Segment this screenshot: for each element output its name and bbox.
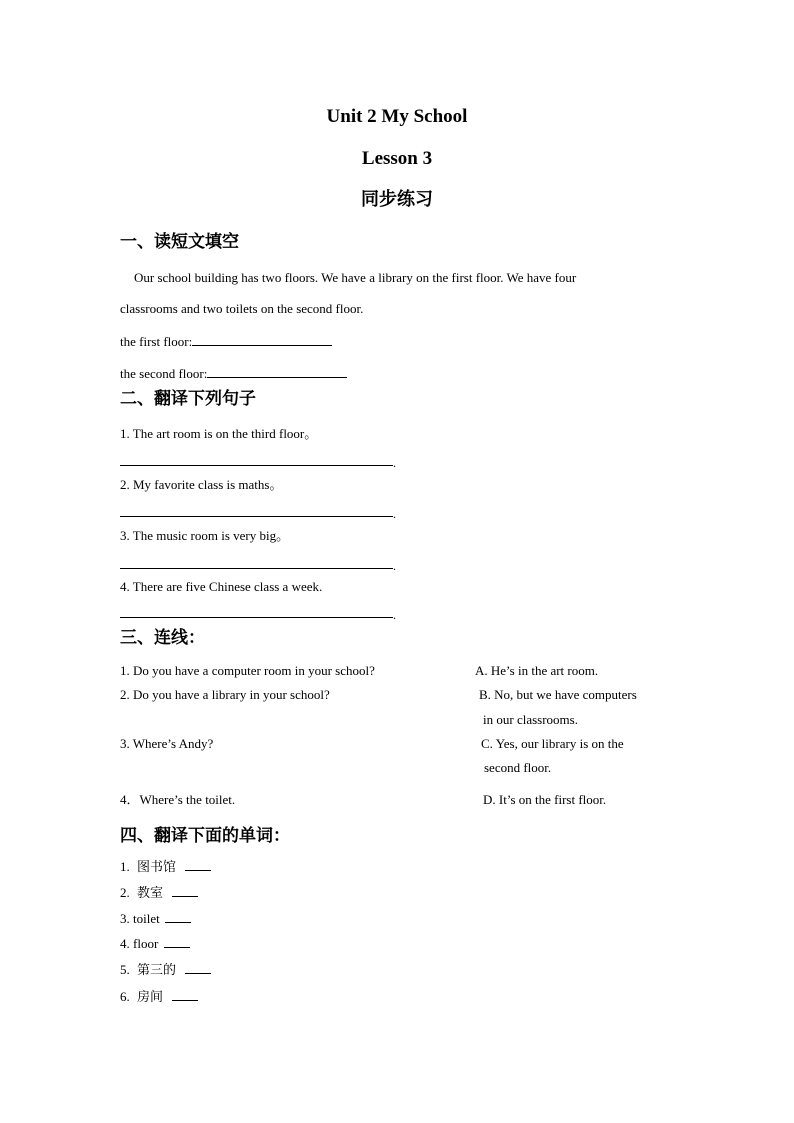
word-item-2-word: 教室 xyxy=(137,886,164,901)
word-item-5-number: 5. xyxy=(120,962,130,977)
match-answer-b-line-2: in our classrooms. xyxy=(483,712,578,727)
word-item-3-blank[interactable] xyxy=(165,910,191,923)
word-item-2-number: 2. xyxy=(120,885,130,900)
word-item-5-word: 第三的 xyxy=(137,963,177,978)
word-item-1-word: 图书馆 xyxy=(137,860,177,875)
word-item-4-word: floor xyxy=(133,936,159,951)
match-answer-d: D. It’s on the first floor. xyxy=(483,792,607,807)
page-subtitle: 同步练习 xyxy=(361,189,433,210)
answer-line-1[interactable] xyxy=(120,465,393,466)
translate-sentence-1: 1. The art room is on the third floor。 xyxy=(120,426,318,441)
word-item-2 xyxy=(120,884,198,902)
word-item-6-word: 房间 xyxy=(137,990,164,1005)
word-item-3-number: 3. xyxy=(120,911,130,926)
blank-second-floor-line[interactable] xyxy=(207,365,347,378)
blank-second-floor xyxy=(120,365,347,382)
passage-line-2: classrooms and two toilets on the second floor. xyxy=(120,301,364,316)
answer-line-2-end: . xyxy=(393,507,396,521)
match-question-4: 4．Where’s the toilet. xyxy=(120,792,236,807)
blank-first-floor xyxy=(120,333,332,350)
word-item-5 xyxy=(120,961,211,979)
translate-sentence-4: 4. There are five Chinese class a week. xyxy=(120,579,323,594)
match-answer-b-line-1: B. No, but we have computers xyxy=(479,687,637,702)
answer-line-3[interactable] xyxy=(120,568,393,569)
blank-first-floor-line[interactable] xyxy=(192,333,332,346)
word-item-1 xyxy=(120,858,211,876)
answer-line-4-end: . xyxy=(393,608,396,622)
word-item-1-blank[interactable] xyxy=(185,858,211,871)
word-item-4-number: 4. xyxy=(120,936,130,951)
translate-sentence-2: 2. My favorite class is maths。 xyxy=(120,477,283,492)
word-item-3-word: toilet xyxy=(133,911,160,926)
word-item-6-number: 6. xyxy=(120,989,130,1004)
answer-line-4[interactable] xyxy=(120,617,393,618)
translate-sentence-3: 3. The music room is very big。 xyxy=(120,528,290,543)
word-item-4-blank[interactable] xyxy=(164,935,190,948)
match-answer-c-line-2: second floor. xyxy=(484,760,552,775)
section-2-heading: 二、翻译下列句子 xyxy=(120,389,256,409)
word-item-1-number: 1. xyxy=(120,859,130,874)
word-item-6 xyxy=(120,988,198,1006)
match-answer-c-line-1: C. Yes, our library is on the xyxy=(481,736,624,751)
section-4-heading: 四、翻译下面的单词： xyxy=(120,826,290,846)
page-title: Unit 2 My School xyxy=(326,106,468,127)
match-answer-a: A. He’s in the art room. xyxy=(475,663,599,678)
section-3-heading: 三、连线： xyxy=(120,628,205,648)
match-question-3: 3. Where’s Andy? xyxy=(120,736,214,751)
word-item-5-blank[interactable] xyxy=(185,961,211,974)
answer-line-2[interactable] xyxy=(120,516,393,517)
lesson-title: Lesson 3 xyxy=(361,148,433,169)
answer-line-3-end: . xyxy=(393,559,396,573)
match-question-1: 1. Do you have a computer room in your school? xyxy=(120,663,375,678)
passage-line-1: Our school building has two floors. We have a library on the first floor. We have four xyxy=(134,270,577,285)
answer-line-1-end: . xyxy=(393,456,396,470)
word-item-6-blank[interactable] xyxy=(172,988,198,1001)
section-1-heading: 一、读短文填空 xyxy=(120,232,239,252)
blank-first-floor-label: the first floor: xyxy=(120,334,193,349)
blank-second-floor-label: the second floor: xyxy=(120,366,208,381)
match-question-2: 2. Do you have a library in your school? xyxy=(120,687,330,702)
word-item-3 xyxy=(120,910,191,927)
word-item-2-blank[interactable] xyxy=(172,884,198,897)
word-item-4 xyxy=(120,935,190,952)
